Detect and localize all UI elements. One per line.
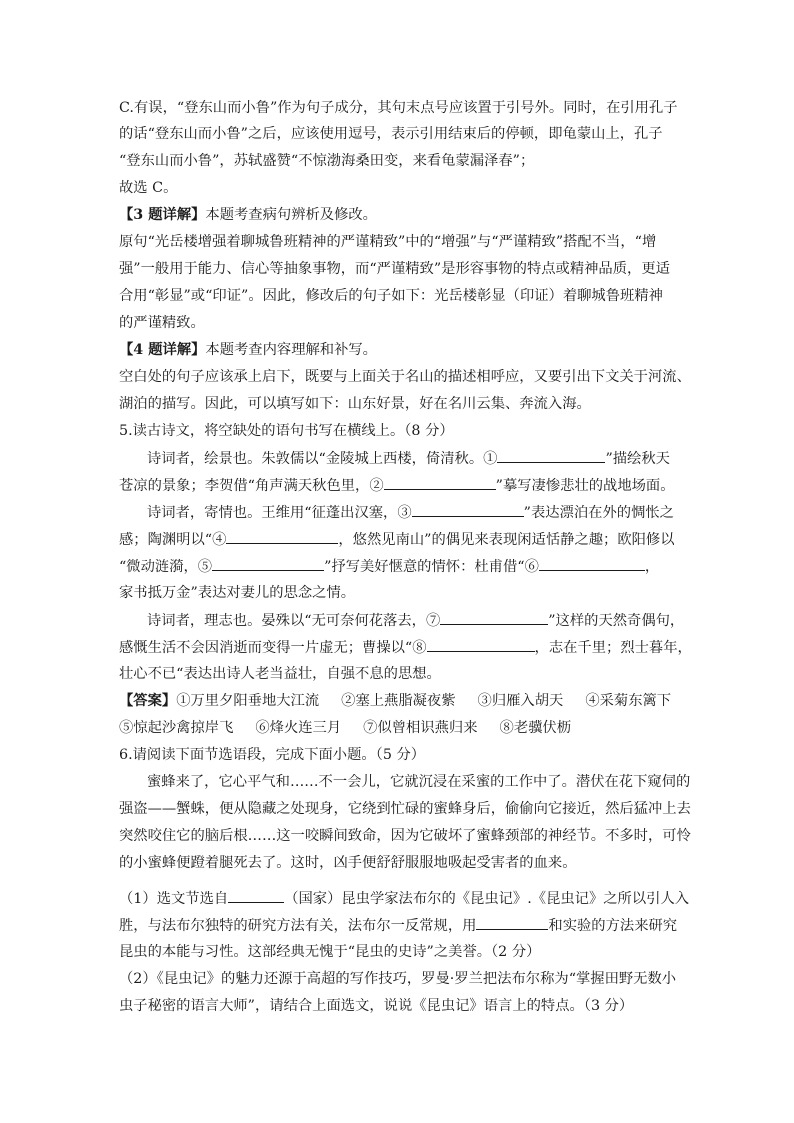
question-title	[119, 745, 689, 765]
poem-text: 诗词者，寄情也。王维用“征蓬出汉塞，③	[147, 505, 412, 521]
poem-text: ”描绘秋天	[605, 451, 670, 467]
line-text: 蜜蜂来了，它心平气和……不一会儿，它就沉浸在采蜜的工作中了。潜伏在花下窥伺的	[147, 774, 691, 790]
subquestion-line	[119, 915, 689, 936]
answer-item: ①万里夕阳垂地大江流	[176, 693, 320, 709]
text-line	[119, 232, 689, 252]
answer-item: ③归雁入胡天	[477, 693, 564, 709]
answer-label: 【答案】	[119, 693, 177, 709]
poem-text: 诗词者，绘景也。朱敦儒以“金陵城上西楼，倚清秋。①	[147, 451, 498, 467]
heading-text: 本题考查病句辨析及修改。	[205, 207, 377, 223]
line-text: 5.读古诗文，将空缺处的语句书写在横线上。（8 分）	[119, 423, 454, 439]
poem-line	[119, 664, 689, 684]
poem-line	[147, 448, 692, 469]
poem-text: 诗词者，理志也。晏殊以“无可奈何花落去，⑦	[147, 613, 441, 629]
heading-text: 本题考查内容理解和补写。	[205, 342, 377, 358]
question-text: （国家）昆虫学家法布尔的《昆虫记》.《昆虫记》之所以引人入	[284, 891, 690, 907]
passage-line	[119, 799, 689, 819]
answer-item: ④采菊东篱下	[585, 693, 672, 709]
passage-line	[147, 772, 692, 792]
poem-line	[119, 637, 692, 658]
passage-line	[119, 853, 689, 873]
section-heading	[119, 205, 689, 225]
line-text: 的话“登东山而小鲁”之后，应该使用逗号，表示引用结束后的停顿，即龟蒙山上，孔子	[119, 126, 663, 142]
subquestion-line	[119, 996, 689, 1016]
poem-text: 苍凉的景象；李贺借“角声满天秋色里，②	[119, 478, 384, 494]
poem-text: ”表达漂泊在外的惆怅之	[523, 505, 674, 521]
line-text: “登东山而小鲁”，苏轼盛赞“不惊渤海桑田变，来看龟蒙漏泽春”；	[119, 153, 535, 169]
poem-line	[147, 502, 692, 523]
answer-blank-method[interactable]	[476, 915, 548, 930]
line-text: 的严谨精致。	[119, 315, 205, 331]
answer-blank-7[interactable]	[440, 610, 548, 625]
poem-line	[119, 556, 689, 577]
poem-text: 家书抵万金”表达对妻儿的思念之情。	[119, 585, 356, 601]
line-text: 空白处的句子应该承上启下，既要与上面关于名山的描述相呼应，又要引出下文关于河流、	[119, 369, 691, 385]
answer-blank-4[interactable]	[226, 529, 338, 544]
poem-text: ”这样的天然奇偶句，	[548, 613, 685, 629]
poem-text: ，志在千里；烈士暮年，	[534, 640, 692, 656]
text-line	[119, 151, 689, 171]
question-text: 昆虫的本能与习性。这部经典无愧于“昆虫的史诗”之美誉。（2 分）	[119, 944, 541, 960]
answer-line	[119, 718, 689, 738]
text-line	[119, 394, 689, 414]
poem-text: “微动涟漪，⑤	[119, 559, 213, 575]
line-text: 故选 C。	[119, 180, 178, 196]
heading-label: 【4 题详解】	[119, 342, 206, 358]
poem-line	[119, 529, 689, 550]
line-text: 湖泊的描写。因此，可以填写如下：山东好景，好在名川云集、奔流入海。	[119, 396, 591, 412]
poem-text: 壮心不已“表达出诗人老当益壮，自强不息的思想。	[119, 666, 441, 682]
poem-text: 感；陶渊明以“④	[119, 532, 227, 548]
subquestion-line	[119, 888, 689, 909]
text-line	[119, 367, 689, 387]
heading-label: 【3 题详解】	[119, 207, 206, 223]
line-text: 突然咬住它的脑后根……这一咬瞬间致命，因为它破坏了蜜蜂颈部的神经节。不多时，可怜	[119, 828, 691, 844]
poem-text: ”摹写凄惨悲壮的战地场面。	[495, 478, 675, 494]
subquestion-line	[119, 969, 689, 989]
line-text: 强”一般用于能力、信心等抽象事物，而“严谨精致”是形容事物的特点或精神品质，更适	[119, 261, 670, 277]
question-text: 虫子秘密的语言大师”，请结合上面选文，说说《昆虫记》语言上的特点。（3 分）	[119, 998, 634, 1014]
subquestion-line	[119, 942, 689, 962]
answer-blank-2[interactable]	[384, 475, 496, 490]
poem-text: ，	[644, 559, 660, 575]
question-text: 胜，与法布尔独特的研究方法有关，法布尔一反常规，用	[119, 918, 477, 934]
answer-blank-5[interactable]	[212, 556, 324, 571]
answer-blank-8[interactable]	[427, 637, 535, 652]
line-text: 的小蜜蜂便蹬着腿死去了。这时，凶手便舒舒服服地吸起受害者的血来。	[119, 855, 577, 871]
poem-text: ，悠然见南山”的偶见来表现闲适恬静之趣；欧阳修以	[338, 532, 675, 548]
line-text: C.有误，“登东山而小鲁”作为句子成分，其句末点号应该置于引号外。同时，在引用孔子	[119, 100, 678, 116]
question-text: （1）选文节选自	[119, 891, 229, 907]
poem-text: ”抒写美好惬意的情怀：杜甫借“⑥	[324, 559, 539, 575]
text-line	[119, 313, 689, 333]
poem-text: 感慨生活不会因消逝而变得一片虚无；曹操以“⑧	[119, 640, 427, 656]
passage-line	[119, 826, 689, 846]
answer-item: ⑧老骥伏枥	[499, 720, 572, 736]
answer-blank-3[interactable]	[412, 502, 524, 517]
text-line	[119, 286, 689, 306]
line-text: 强盗——蟹蛛，便从隐藏之处现身，它绕到忙碌的蜜蜂身后，偷偷向它接近，然后猛冲上去	[119, 801, 691, 817]
poem-line	[147, 610, 692, 631]
poem-line	[119, 583, 689, 603]
answer-item: ⑦似曾相识燕归来	[363, 720, 478, 736]
line-text: 原句“光岳楼增强着聊城鲁班精神的严谨精致”中的“增强”与“严谨精致”搭配不当，“增	[119, 234, 657, 250]
answer-blank-1[interactable]	[497, 448, 605, 463]
question-title	[119, 421, 689, 441]
text-line	[119, 98, 689, 118]
answer-item: ⑥烽火连三月	[255, 720, 342, 736]
question-text: （2）《昆虫记》的魅力还源于高超的写作技巧，罗曼·罗兰把法布尔称为“掌握田野无数小	[119, 971, 677, 987]
text-line	[119, 178, 689, 198]
text-line	[119, 124, 689, 144]
answer-blank-country[interactable]	[228, 888, 284, 903]
answer-blank-6[interactable]	[539, 556, 645, 571]
line-text: 6.请阅读下面节选语段，完成下面小题。（5 分）	[119, 747, 426, 763]
text-line	[119, 259, 689, 279]
line-text: 合用“彰显”或“印证”。因此，修改后的句子如下：光岳楼彰显（印证）着聊城鲁班精神	[119, 288, 663, 304]
question-text: 和实验的方法来研究	[548, 918, 678, 934]
section-heading	[119, 340, 689, 360]
poem-line	[119, 475, 689, 496]
answer-item: ⑤惊起沙禽掠岸飞	[119, 720, 234, 736]
answer-line	[119, 691, 689, 711]
answer-item: ②塞上燕脂凝夜紫	[341, 693, 456, 709]
